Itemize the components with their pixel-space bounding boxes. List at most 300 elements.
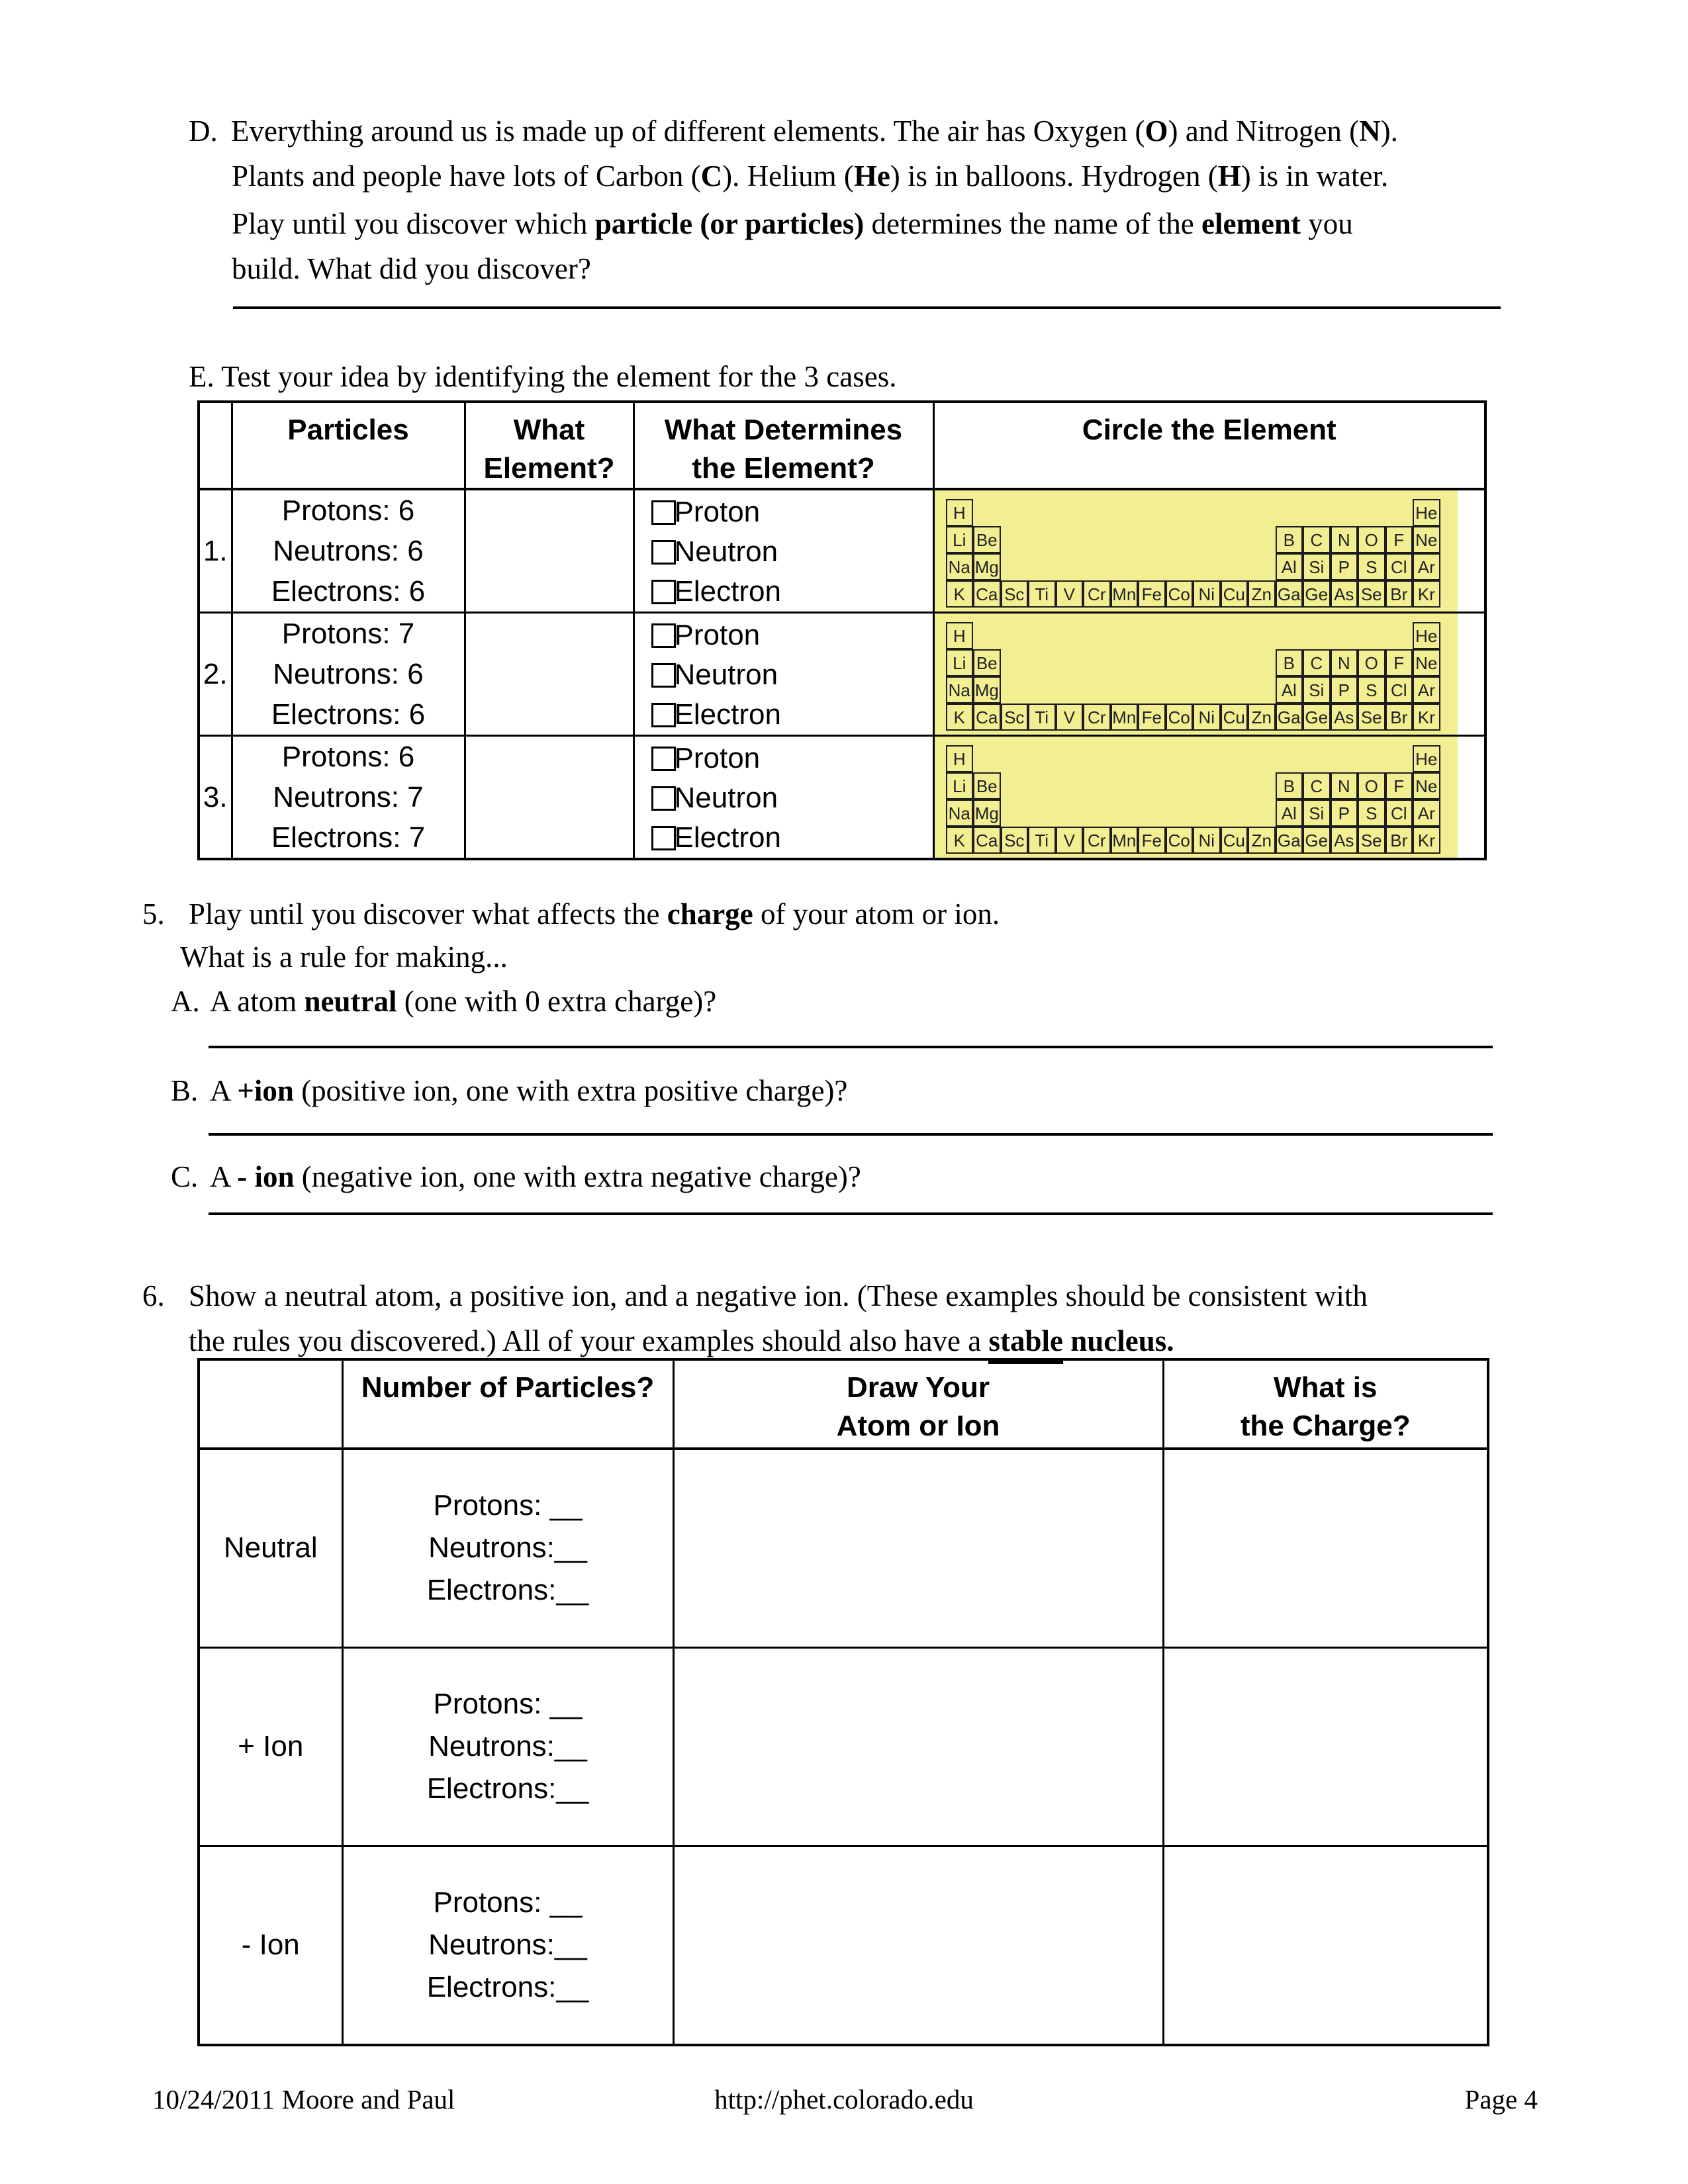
what-element-answer-cell[interactable] — [465, 613, 633, 736]
element-Ar[interactable]: Ar — [1413, 676, 1440, 704]
neutrons-blank[interactable]: Neutrons:__ — [428, 1531, 587, 1565]
pt-empty — [1248, 772, 1276, 799]
footer-url: http://phet.colorado.edu — [714, 2084, 974, 2115]
element-Co[interactable]: Co — [1166, 827, 1194, 854]
text-segment: Plants and people have lots of Carbon ( — [232, 159, 701, 193]
section-d-line4: build. What did you discover? — [232, 252, 591, 285]
pt-empty — [1028, 499, 1056, 526]
pt-empty — [1083, 745, 1111, 772]
element-He[interactable]: He — [1413, 499, 1440, 526]
section-6-line2 — [189, 1324, 1174, 1358]
element-Cl[interactable]: Cl — [1385, 553, 1413, 580]
text-segment: A atom — [210, 985, 305, 1018]
text-segment: nucleus — [1070, 1324, 1167, 1357]
draw-atom-cell[interactable] — [673, 1647, 1163, 1846]
text-segment: (negative ion, one with extra negative charge)? — [294, 1160, 861, 1193]
element-S[interactable]: S — [1358, 676, 1385, 704]
element-Ni[interactable]: Ni — [1193, 827, 1221, 854]
section-d-line1-text — [231, 114, 1398, 148]
element-Ga[interactable]: Ga — [1276, 827, 1303, 854]
answer-line-a[interactable] — [209, 1046, 1493, 1048]
pt-empty — [1166, 745, 1194, 772]
element-P[interactable]: P — [1331, 676, 1358, 704]
pt-empty — [1056, 553, 1084, 580]
pt-empty — [1001, 553, 1029, 580]
pt-empty — [1385, 499, 1413, 526]
element-Cl[interactable]: Cl — [1385, 799, 1413, 827]
text-segment: ) is in water. — [1241, 159, 1389, 193]
element-Fe[interactable]: Fe — [1138, 827, 1166, 854]
answer-line-b[interactable] — [209, 1133, 1493, 1136]
section-d-line2 — [232, 159, 1388, 193]
pt-empty — [1056, 649, 1084, 676]
element-Cr[interactable]: Cr — [1083, 580, 1111, 608]
element-Ti[interactable]: Ti — [1028, 580, 1056, 608]
text-segment: He — [853, 159, 890, 193]
pt-empty — [1138, 799, 1166, 827]
neutrons-blank[interactable]: Neutrons:__ — [428, 1929, 587, 1962]
circle-element-cell — [933, 613, 1485, 736]
element-Br[interactable]: Br — [1385, 827, 1413, 854]
table-row — [199, 1449, 1488, 1647]
question-c — [171, 1160, 861, 1194]
header-determines-line1: What Determines — [664, 414, 903, 446]
section-5-line2: What is a rule for making... — [180, 940, 508, 974]
element-He[interactable]: He — [1413, 745, 1440, 772]
element-Co[interactable]: Co — [1166, 704, 1194, 731]
pt-empty — [1083, 499, 1111, 526]
option-neutron-label: Neutron — [674, 535, 778, 568]
pt-empty — [1028, 676, 1056, 704]
neutrons-blank[interactable]: Neutrons:__ — [428, 1730, 587, 1762]
element-Mg[interactable]: Mg — [973, 799, 1001, 827]
header-circle-label: Circle the Element — [1082, 414, 1336, 446]
element-As[interactable]: As — [1331, 827, 1358, 854]
element-Cu[interactable]: Cu — [1221, 704, 1248, 731]
element-Kr[interactable]: Kr — [1413, 704, 1440, 731]
pt-empty — [1276, 622, 1303, 649]
element-V[interactable]: V — [1056, 704, 1084, 731]
element-Se[interactable]: Se — [1358, 704, 1385, 731]
element-Ne[interactable]: Ne — [1413, 649, 1440, 676]
pt-empty — [1001, 745, 1029, 772]
section-e-heading: E. Test your idea by identifying the element for the 3 cases. — [189, 360, 897, 393]
electrons-blank[interactable]: Electrons:__ — [426, 1574, 589, 1607]
element-Al[interactable]: Al — [1276, 799, 1303, 827]
row-label-negative-ion: - Ion — [199, 1846, 342, 2045]
pt-empty — [1221, 649, 1248, 676]
particle-blanks-cell[interactable] — [342, 1846, 673, 2045]
text-segment: ). — [1380, 114, 1398, 148]
element-K[interactable]: K — [946, 580, 974, 608]
pt-empty — [1111, 649, 1139, 676]
checkbox-icon[interactable] — [651, 540, 676, 565]
element-Be[interactable]: Be — [973, 526, 1001, 553]
pt-empty — [1083, 772, 1111, 799]
option-electron — [651, 818, 933, 858]
pt-empty — [1166, 622, 1194, 649]
pt-empty — [1193, 622, 1221, 649]
table-row — [199, 489, 1485, 613]
element-Li[interactable]: Li — [946, 526, 974, 553]
header-particles — [232, 402, 465, 489]
element-F[interactable]: F — [1385, 526, 1413, 553]
element-S[interactable]: S — [1358, 553, 1385, 580]
pt-empty — [1138, 676, 1166, 704]
element-Cr[interactable]: Cr — [1083, 704, 1111, 731]
element-Ne[interactable]: Ne — [1413, 526, 1440, 553]
pt-empty — [973, 499, 1001, 526]
header-draw-line1: Draw Your — [847, 1371, 990, 1404]
element-Ti[interactable]: Ti — [1028, 827, 1056, 854]
header-draw-atom — [673, 1359, 1163, 1449]
element-Ne[interactable]: Ne — [1413, 772, 1440, 799]
element-Ge[interactable]: Ge — [1303, 580, 1331, 608]
electrons-count: Electrons: 6 — [271, 698, 426, 731]
draw-atom-cell[interactable] — [673, 1449, 1163, 1647]
charge-answer-cell[interactable] — [1163, 1846, 1488, 2045]
header-circle-element — [933, 402, 1485, 489]
element-B[interactable]: B — [1276, 649, 1303, 676]
pt-empty — [1111, 526, 1139, 553]
row-number: 2. — [199, 613, 232, 736]
ion-examples-table — [197, 1358, 1489, 2046]
pt-empty — [1166, 799, 1194, 827]
element-P[interactable]: P — [1331, 799, 1358, 827]
element-Be[interactable]: Be — [973, 649, 1001, 676]
question-b — [171, 1073, 847, 1108]
pt-empty — [1111, 622, 1139, 649]
particle-blanks-cell[interactable] — [342, 1449, 673, 1647]
pt-empty — [1001, 622, 1029, 649]
element-C[interactable]: C — [1303, 772, 1331, 799]
element-Br[interactable]: Br — [1385, 704, 1413, 731]
pt-empty — [1001, 649, 1029, 676]
electrons-count: Electrons: 6 — [271, 575, 426, 608]
option-neutron — [651, 778, 933, 818]
text-segment: A — [210, 1074, 238, 1107]
element-As[interactable]: As — [1331, 580, 1358, 608]
element-C[interactable]: C — [1303, 526, 1331, 553]
header-what-charge — [1163, 1359, 1488, 1449]
element-K[interactable]: K — [946, 704, 974, 731]
header-what-element-line1: What — [513, 414, 585, 446]
pt-empty — [1276, 499, 1303, 526]
row-label-positive-ion: + Ion — [199, 1647, 342, 1846]
element-Ge[interactable]: Ge — [1303, 827, 1331, 854]
pt-empty — [1303, 499, 1331, 526]
element-Sc[interactable]: Sc — [1001, 580, 1029, 608]
protons-count: Protons: 6 — [281, 494, 415, 527]
pt-empty — [1138, 622, 1166, 649]
pt-empty — [1358, 499, 1385, 526]
what-element-answer-cell[interactable] — [465, 736, 633, 860]
element-P[interactable]: P — [1331, 553, 1358, 580]
element-Ga[interactable]: Ga — [1276, 580, 1303, 608]
pt-empty — [1166, 676, 1194, 704]
element-Mg[interactable]: Mg — [973, 553, 1001, 580]
element-Li[interactable]: Li — [946, 649, 974, 676]
element-Ar[interactable]: Ar — [1413, 553, 1440, 580]
element-V[interactable]: V — [1056, 827, 1084, 854]
element-cases-table — [197, 400, 1487, 860]
pt-empty — [1221, 553, 1248, 580]
element-Si[interactable]: Si — [1303, 799, 1331, 827]
charge-answer-cell[interactable] — [1163, 1647, 1488, 1846]
section-5-line1 — [142, 897, 1000, 931]
mini-periodic-table — [935, 614, 1458, 735]
table-row — [199, 613, 1485, 736]
question-a-label: A. — [171, 985, 200, 1018]
pt-empty — [1166, 649, 1194, 676]
particle-counts-cell — [232, 736, 465, 860]
element-N[interactable]: N — [1331, 649, 1358, 676]
pt-empty — [1221, 799, 1248, 827]
checkbox-icon[interactable] — [651, 703, 676, 727]
element-Na[interactable]: Na — [946, 553, 974, 580]
element-Mn[interactable]: Mn — [1111, 704, 1139, 731]
checkbox-icon[interactable] — [651, 826, 676, 850]
element-O[interactable]: O — [1358, 772, 1385, 799]
header-particles-label: Particles — [287, 414, 409, 446]
element-Mg[interactable]: Mg — [973, 676, 1001, 704]
element-Si[interactable]: Si — [1303, 676, 1331, 704]
pt-empty — [1056, 676, 1084, 704]
element-Zn[interactable]: Zn — [1248, 580, 1276, 608]
element-Ti[interactable]: Ti — [1028, 704, 1056, 731]
element-Ca[interactable]: Ca — [973, 704, 1001, 731]
pt-empty — [1138, 745, 1166, 772]
checkbox-icon[interactable] — [651, 663, 676, 688]
element-Kr[interactable]: Kr — [1413, 827, 1440, 854]
element-N[interactable]: N — [1331, 526, 1358, 553]
pt-empty — [1221, 676, 1248, 704]
draw-atom-cell[interactable] — [673, 1846, 1163, 2045]
pt-empty — [1138, 499, 1166, 526]
pt-empty — [1083, 526, 1111, 553]
element-Cu[interactable]: Cu — [1221, 827, 1248, 854]
determines-options-cell — [633, 736, 933, 860]
text-segment: (positive ion, one with extra positive charge)? — [293, 1074, 848, 1107]
element-Zn[interactable]: Zn — [1248, 704, 1276, 731]
checkbox-icon[interactable] — [651, 500, 676, 525]
text-segment: particle (or particles) — [594, 207, 865, 240]
electrons-blank[interactable]: Electrons:__ — [426, 1772, 589, 1805]
element-Br[interactable]: Br — [1385, 580, 1413, 608]
element-F[interactable]: F — [1385, 772, 1413, 799]
element-Na[interactable]: Na — [946, 799, 974, 827]
element-Ca[interactable]: Ca — [973, 580, 1001, 608]
pt-empty — [1056, 622, 1084, 649]
element-Na[interactable]: Na — [946, 676, 974, 704]
answer-line-c[interactable] — [209, 1212, 1493, 1215]
text-segment: A — [210, 1160, 238, 1193]
text-segment: the rules you discovered.) All of your examples should also have a — [189, 1324, 989, 1357]
element-Cl[interactable]: Cl — [1385, 676, 1413, 704]
element-Al[interactable]: Al — [1276, 553, 1303, 580]
element-Li[interactable]: Li — [946, 772, 974, 799]
element-B[interactable]: B — [1276, 526, 1303, 553]
element-Al[interactable]: Al — [1276, 676, 1303, 704]
element-F[interactable]: F — [1385, 649, 1413, 676]
section-6-line1 — [142, 1279, 1368, 1313]
checkbox-icon[interactable] — [651, 747, 676, 771]
text-segment: neutral — [304, 985, 397, 1018]
element-Fe[interactable]: Fe — [1138, 704, 1166, 731]
checkbox-icon[interactable] — [651, 786, 676, 811]
pt-empty — [1193, 799, 1221, 827]
element-Be[interactable]: Be — [973, 772, 1001, 799]
question-a-text — [210, 985, 716, 1018]
element-H[interactable]: H — [946, 499, 974, 526]
pt-empty — [1221, 526, 1248, 553]
text-segment: ) is in balloons. Hydrogen ( — [890, 159, 1218, 193]
pt-empty — [1056, 526, 1084, 553]
answer-line-d[interactable] — [233, 306, 1501, 309]
pt-empty — [1385, 622, 1413, 649]
element-Zn[interactable]: Zn — [1248, 827, 1276, 854]
element-Ar[interactable]: Ar — [1413, 799, 1440, 827]
text-segment: of your atom or ion. — [753, 897, 1000, 931]
pt-empty — [1193, 772, 1221, 799]
pt-empty — [973, 745, 1001, 772]
pt-empty — [1331, 499, 1358, 526]
header-charge-line2: the Charge? — [1240, 1410, 1411, 1442]
option-proton — [651, 492, 933, 532]
text-segment: O — [1145, 114, 1168, 148]
pt-empty — [1111, 799, 1139, 827]
particle-counts-cell — [232, 489, 465, 613]
element-Sc[interactable]: Sc — [1001, 827, 1029, 854]
element-B[interactable]: B — [1276, 772, 1303, 799]
element-He[interactable]: He — [1413, 622, 1440, 649]
text-segment — [1063, 1324, 1070, 1357]
element-Ca[interactable]: Ca — [973, 827, 1001, 854]
header-what-element-line2: Element? — [483, 452, 615, 484]
electrons-blank[interactable]: Electrons:__ — [426, 1971, 589, 2004]
element-H[interactable]: H — [946, 622, 974, 649]
element-Ge[interactable]: Ge — [1303, 704, 1331, 731]
text-segment: you — [1300, 207, 1353, 240]
element-Ni[interactable]: Ni — [1193, 580, 1221, 608]
element-Mn[interactable]: Mn — [1111, 827, 1139, 854]
protons-count: Protons: 7 — [281, 617, 415, 650]
element-Se[interactable]: Se — [1358, 827, 1385, 854]
section-d-line3 — [232, 206, 1353, 241]
text-segment: Play until you discover which — [232, 207, 595, 240]
text-segment: ). Helium ( — [722, 159, 854, 193]
element-Mn[interactable]: Mn — [1111, 580, 1139, 608]
periodic-grid — [946, 745, 1458, 854]
element-N[interactable]: N — [1331, 772, 1358, 799]
pt-empty — [1248, 553, 1276, 580]
element-As[interactable]: As — [1331, 704, 1358, 731]
checkbox-icon[interactable] — [651, 623, 676, 648]
option-electron-label: Electron — [674, 698, 781, 731]
pt-empty — [1056, 772, 1084, 799]
checkbox-icon[interactable] — [651, 580, 676, 604]
element-K[interactable]: K — [946, 827, 974, 854]
periodic-grid — [946, 622, 1458, 731]
header-charge-line1: What is — [1274, 1371, 1378, 1404]
element-Ni[interactable]: Ni — [1193, 704, 1221, 731]
element-Cr[interactable]: Cr — [1083, 827, 1111, 854]
pt-empty — [1248, 649, 1276, 676]
pt-empty — [1001, 499, 1029, 526]
option-electron — [651, 695, 933, 735]
pt-empty — [1248, 526, 1276, 553]
section-d-label: D. — [189, 114, 218, 148]
protons-blank[interactable]: Protons: __ — [433, 1886, 583, 1919]
pt-empty — [1028, 649, 1056, 676]
element-Si[interactable]: Si — [1303, 553, 1331, 580]
option-proton — [651, 615, 933, 655]
neutrons-count: Neutrons: 6 — [273, 535, 424, 567]
electrons-count: Electrons: 7 — [271, 821, 426, 854]
question-b-label: B. — [171, 1074, 199, 1107]
element-C[interactable]: C — [1303, 649, 1331, 676]
pt-empty — [1193, 526, 1221, 553]
protons-blank[interactable]: Protons: __ — [433, 1489, 583, 1522]
row-number: 3. — [199, 736, 232, 860]
periodic-grid — [946, 499, 1458, 608]
option-neutron — [651, 532, 933, 572]
text-segment: - ion — [237, 1160, 295, 1193]
corner-cell — [199, 1359, 342, 1449]
determines-options-cell — [633, 613, 933, 736]
element-Se[interactable]: Se — [1358, 580, 1385, 608]
particle-blanks-cell[interactable] — [342, 1647, 673, 1846]
pt-empty — [1056, 499, 1084, 526]
element-Kr[interactable]: Kr — [1413, 580, 1440, 608]
element-V[interactable]: V — [1056, 580, 1084, 608]
mini-periodic-table — [935, 490, 1458, 612]
charge-answer-cell[interactable] — [1163, 1449, 1488, 1647]
text-segment: N — [1359, 114, 1381, 148]
pt-empty — [1385, 745, 1413, 772]
pt-empty — [1083, 622, 1111, 649]
pt-empty — [1001, 526, 1029, 553]
pt-empty — [1083, 649, 1111, 676]
pt-empty — [1358, 745, 1385, 772]
pt-empty — [1111, 676, 1139, 704]
text-segment: . — [1166, 1324, 1174, 1357]
element-Ga[interactable]: Ga — [1276, 704, 1303, 731]
element-Co[interactable]: Co — [1166, 580, 1194, 608]
pt-empty — [1221, 622, 1248, 649]
header-determines-line2: the Element? — [692, 452, 875, 484]
pt-empty — [1111, 772, 1139, 799]
pt-empty — [1166, 526, 1194, 553]
pt-empty — [1221, 499, 1248, 526]
table-row — [199, 736, 1485, 860]
element-Sc[interactable]: Sc — [1001, 704, 1029, 731]
pt-empty — [1166, 499, 1194, 526]
element-O[interactable]: O — [1358, 526, 1385, 553]
element-Cu[interactable]: Cu — [1221, 580, 1248, 608]
element-H[interactable]: H — [946, 745, 974, 772]
option-neutron-label: Neutron — [674, 659, 778, 691]
question-c-label: C. — [171, 1160, 199, 1193]
protons-blank[interactable]: Protons: __ — [433, 1688, 583, 1720]
text-segment: element — [1201, 207, 1301, 240]
section-6-line1-text: Show a neutral atom, a positive ion, and a negative ion. (These examples should be consistent with — [189, 1279, 1368, 1312]
element-S[interactable]: S — [1358, 799, 1385, 827]
element-O[interactable]: O — [1358, 649, 1385, 676]
what-element-answer-cell[interactable] — [465, 489, 633, 613]
determines-options-cell — [633, 489, 933, 613]
element-Fe[interactable]: Fe — [1138, 580, 1166, 608]
